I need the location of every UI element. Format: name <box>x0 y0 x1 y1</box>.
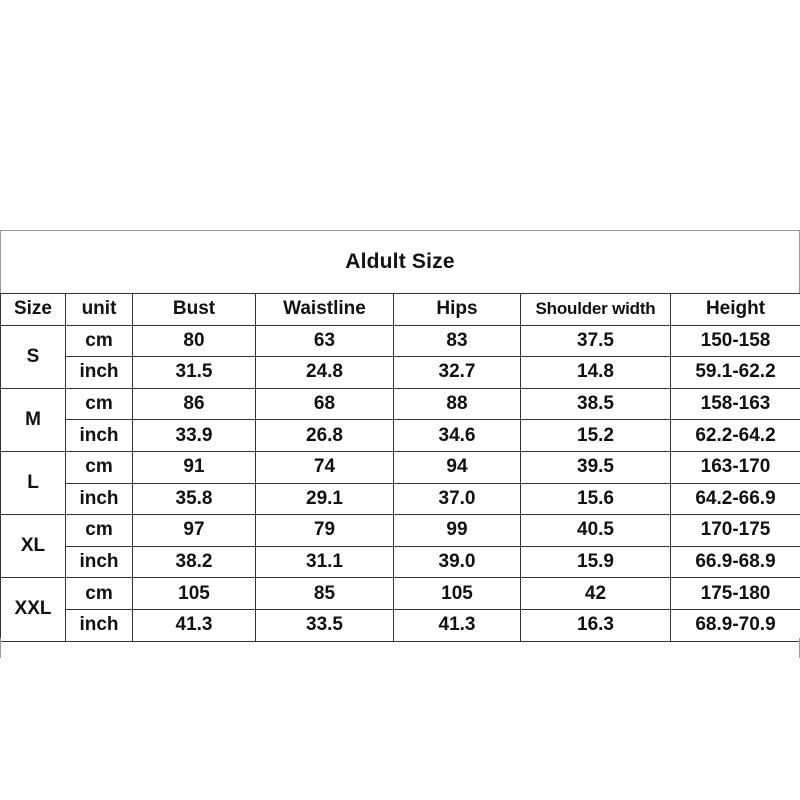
table-row <box>1 325 800 357</box>
unit-cell: cm <box>66 325 133 357</box>
header-bust: Bust <box>133 294 256 326</box>
unit-cell: inch <box>66 546 133 578</box>
waistline-cell: 31.1 <box>256 546 394 578</box>
unit-cell: inch <box>66 483 133 515</box>
hips-cell: 32.7 <box>394 357 521 389</box>
shoulder-width-cell: 15.2 <box>521 420 671 452</box>
height-cell: 68.9-70.9 <box>671 609 800 641</box>
bust-cell: 91 <box>133 451 256 483</box>
shoulder-width-cell: 15.9 <box>521 546 671 578</box>
height-cell: 62.2-64.2 <box>671 420 800 452</box>
hips-cell: 39.0 <box>394 546 521 578</box>
shoulder-width-cell: 38.5 <box>521 388 671 420</box>
shoulder-width-cell: 42 <box>521 578 671 610</box>
hips-cell: 88 <box>394 388 521 420</box>
unit-cell: cm <box>66 578 133 610</box>
header-hips: Hips <box>394 294 521 326</box>
height-cell: 158-163 <box>671 388 800 420</box>
height-cell: 175-180 <box>671 578 800 610</box>
bust-cell: 80 <box>133 325 256 357</box>
bust-cell: 35.8 <box>133 483 256 515</box>
waistline-cell: 63 <box>256 325 394 357</box>
unit-cell: cm <box>66 515 133 547</box>
size-label: M <box>1 388 66 451</box>
bust-cell: 97 <box>133 515 256 547</box>
unit-cell: inch <box>66 420 133 452</box>
header-row <box>1 294 800 326</box>
bust-cell: 38.2 <box>133 546 256 578</box>
hips-cell: 41.3 <box>394 609 521 641</box>
waistline-cell: 33.5 <box>256 609 394 641</box>
waistline-cell: 68 <box>256 388 394 420</box>
size-label: XXL <box>1 578 66 641</box>
waistline-cell: 85 <box>256 578 394 610</box>
table-row <box>1 609 800 641</box>
table-row <box>1 515 800 547</box>
height-cell: 59.1-62.2 <box>671 357 800 389</box>
table-row <box>1 388 800 420</box>
unit-cell: cm <box>66 451 133 483</box>
shoulder-width-cell: 39.5 <box>521 451 671 483</box>
size-label: XL <box>1 515 66 578</box>
size-table <box>0 293 800 642</box>
bust-cell: 41.3 <box>133 609 256 641</box>
chart-title-box <box>0 230 800 293</box>
shoulder-width-cell: 15.6 <box>521 483 671 515</box>
header-size: Size <box>1 294 66 326</box>
bust-cell: 86 <box>133 388 256 420</box>
shoulder-width-cell: 16.3 <box>521 609 671 641</box>
unit-cell: cm <box>66 388 133 420</box>
hips-cell: 99 <box>394 515 521 547</box>
hips-cell: 37.0 <box>394 483 521 515</box>
hips-cell: 105 <box>394 578 521 610</box>
bust-cell: 31.5 <box>133 357 256 389</box>
table-row <box>1 546 800 578</box>
height-cell: 170-175 <box>671 515 800 547</box>
unit-cell: inch <box>66 357 133 389</box>
height-cell: 66.9-68.9 <box>671 546 800 578</box>
shoulder-width-cell: 37.5 <box>521 325 671 357</box>
waistline-cell: 26.8 <box>256 420 394 452</box>
size-chart <box>0 230 800 660</box>
bust-cell: 105 <box>133 578 256 610</box>
waistline-cell: 29.1 <box>256 483 394 515</box>
shoulder-width-cell: 14.8 <box>521 357 671 389</box>
waistline-cell: 74 <box>256 451 394 483</box>
table-row <box>1 483 800 515</box>
size-label: S <box>1 325 66 388</box>
waistline-cell: 79 <box>256 515 394 547</box>
height-cell: 150-158 <box>671 325 800 357</box>
header-height: Height <box>671 294 800 326</box>
height-cell: 64.2-66.9 <box>671 483 800 515</box>
chart-title: Aldult Size <box>345 250 455 273</box>
left-border-tail <box>0 638 1 658</box>
table-row <box>1 357 800 389</box>
size-label: L <box>1 451 66 514</box>
height-cell: 163-170 <box>671 451 800 483</box>
shoulder-width-cell: 40.5 <box>521 515 671 547</box>
header-unit: unit <box>66 294 133 326</box>
table-row <box>1 578 800 610</box>
unit-cell: inch <box>66 609 133 641</box>
hips-cell: 83 <box>394 325 521 357</box>
table-row <box>1 420 800 452</box>
bust-cell: 33.9 <box>133 420 256 452</box>
waistline-cell: 24.8 <box>256 357 394 389</box>
header-waistline: Waistline <box>256 294 394 326</box>
header-shoulder-width: Shoulder width <box>521 294 671 326</box>
hips-cell: 34.6 <box>394 420 521 452</box>
table-row <box>1 451 800 483</box>
hips-cell: 94 <box>394 451 521 483</box>
